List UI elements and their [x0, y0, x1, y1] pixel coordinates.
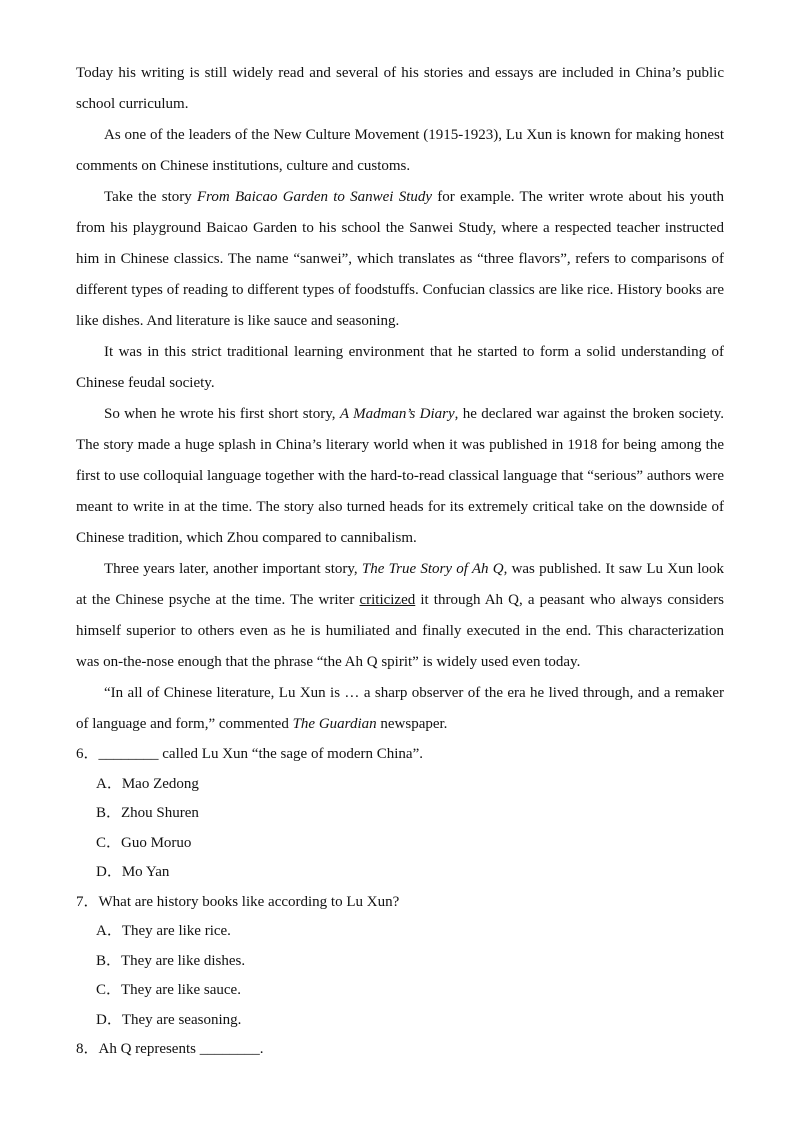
answer-option[interactable]: A．Mao Zedong	[96, 775, 199, 792]
paragraph-text: it through Ah Q, a peasant who always considers himself superior to others even as he is humiliated and finally executed in the end. This characterization was on-the-nose enough that the phrase “the Ah Q spirit” is widely used even today.	[76, 592, 724, 670]
paragraph-text: Three years later, another important story,	[104, 561, 362, 577]
answer-option[interactable]: B．Zhou Shuren	[96, 805, 199, 821]
paragraph-text: , he declared war against the broken society. The story made a huge splash in China’s literary world when it was published in 1918 for being among the first to use colloquial language together with the hard-to-read classical language that “serious” authors were meant to write in at the time. The story also turned heads for its extremely critical take on the downside of Chinese tradition, which Zhou compared to cannibalism.	[76, 406, 724, 546]
passage-paragraph: As one of the leaders of the New Culture Movement (1915-1923), Lu Xun is known for making honest comments on Chinese institutions, culture and customs.	[76, 127, 724, 174]
paragraph-text: Take the story	[104, 189, 197, 205]
passage-paragraph: Today his writing is still widely read and several of his stories and essays are included in China’s public school curriculum.	[76, 65, 724, 112]
paragraph-text: for example. The writer wrote about his youth from his playground Baicao Garden to his school the Sanwei Study, where a respected teacher instructed him in Chinese classics. The name “sanwei”, which translates as “three flavors”, refers to comparisons of different types of reading to different types of foodstuffs. Confucian classics are like rice. History books are like dishes. And literature is like sauce and seasoning.	[76, 189, 724, 329]
question-stem: 6．________ called Lu Xun “the sage of modern China”.	[76, 746, 423, 762]
question-8	[76, 1035, 724, 1065]
paragraph-text: “In all of Chinese literature, Lu Xun is … a sharp observer of the era he lived through, and a remaker of language and form,” commented	[76, 685, 724, 732]
answer-option[interactable]: D．They are seasoning.	[96, 1011, 242, 1028]
answer-option[interactable]: C．They are like sauce.	[96, 982, 241, 998]
answer-option[interactable]: C．Guo Moruo	[96, 834, 192, 851]
paragraph-text: , was published. It saw Lu Xun look at the Chinese psyche at the time. The writer	[76, 561, 725, 608]
passage-paragraph: It was in this strict traditional learning environment that he started to form a solid understanding of Chinese feudal society.	[76, 344, 724, 391]
story-title: From Baicao Garden to Sanwei Study	[196, 189, 433, 205]
newspaper-title: The Guardian	[292, 716, 377, 732]
paragraph-text: So when he wrote his first short story,	[104, 406, 340, 422]
paragraph-text: newspaper.	[376, 716, 448, 732]
answer-option[interactable]: D．Mo Yan	[96, 864, 170, 880]
question-6	[76, 740, 724, 888]
story-title: The True Story of Ah Q	[361, 561, 504, 577]
story-title: A Madman’s Diary	[339, 406, 455, 422]
underlined-word: criticized	[359, 592, 416, 608]
question-7	[76, 888, 724, 1036]
passage-paragraph	[76, 182, 724, 337]
passage-paragraph	[76, 399, 724, 554]
question-stem: 7．What are history books like according to Lu Xun?	[76, 893, 400, 910]
answer-option[interactable]: B．They are like dishes.	[96, 952, 246, 969]
answer-option[interactable]: A．They are like rice.	[96, 923, 231, 939]
question-stem: 8．Ah Q represents ________.	[76, 1041, 264, 1057]
passage-paragraph	[76, 678, 724, 740]
passage-paragraph	[76, 554, 724, 678]
